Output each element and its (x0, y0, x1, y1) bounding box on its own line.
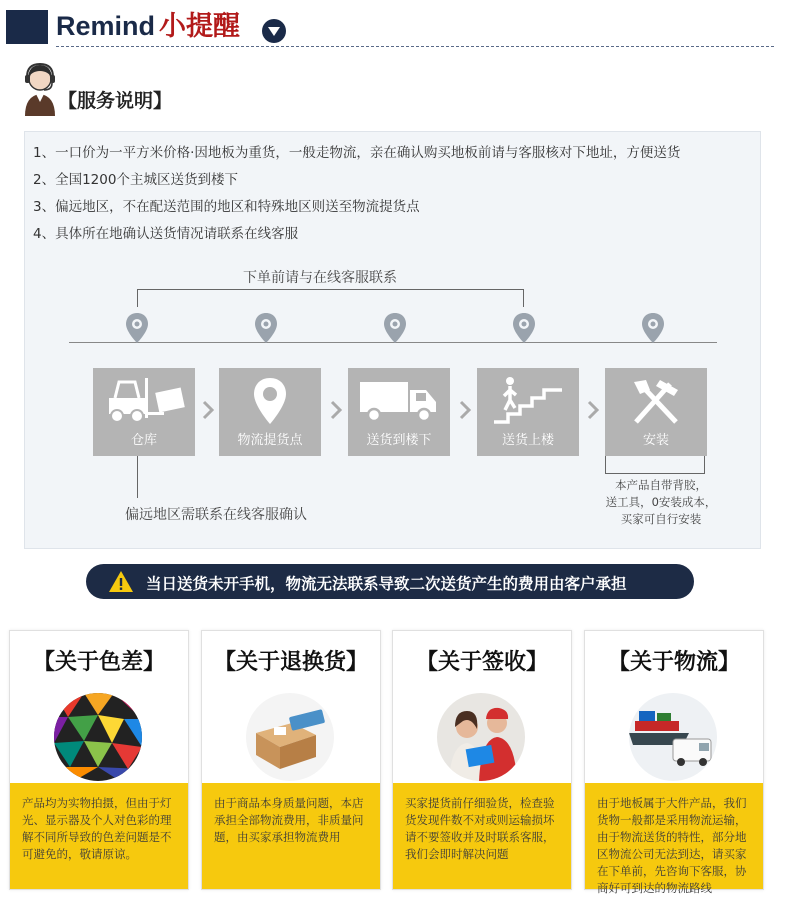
chevron-right-icon (329, 400, 343, 420)
chevron-right-icon (201, 400, 215, 420)
remote-bracket (137, 456, 138, 498)
service-list (33, 140, 680, 248)
step-install (605, 368, 707, 456)
step-label: 仓库 (130, 433, 157, 448)
truck-icon (356, 376, 442, 424)
card-title: 【关于物流】 (607, 650, 740, 675)
install-note (593, 477, 729, 528)
remote-note: 偏远地区需联系在线客服确认 (125, 507, 307, 523)
flow-top-bracket (137, 289, 524, 307)
card-title: 【关于退换货】 (213, 650, 368, 675)
install-note-line: 买家可自行安装 (620, 512, 702, 526)
card-color-difference (9, 630, 189, 890)
card-text: 由于商品本身质量问题，本店承担全部物流费用，非质量问题，由买家承担物流费用 (202, 783, 380, 889)
hammer-tools-icon (626, 376, 686, 426)
package-image (246, 693, 334, 781)
warning-icon (108, 570, 134, 593)
card-logistics (584, 630, 764, 895)
chevron-right-icon (586, 400, 600, 420)
stairs-climb-icon (490, 376, 566, 426)
service-item-4: 4、具体所在地确认送货情况请联系在线客服 (33, 226, 299, 242)
step-warehouse (93, 368, 195, 456)
header-block (6, 10, 48, 44)
header (0, 0, 789, 60)
service-title: 【服务说明】 (58, 90, 173, 112)
flow-top-note: 下单前请与在线客服联系 (243, 270, 397, 286)
header-title-cn: 小提醒 (159, 11, 241, 41)
logistics-image (629, 693, 717, 781)
card-text: 买家提货前仔细验货，检查验货发现件数不对或则运输损坏请不要签收并及时联系客服，我们会即时解决问题 (393, 783, 571, 889)
install-note-line: 本产品自带背胶， (615, 478, 707, 492)
customer-service-icon (22, 60, 58, 116)
map-pin-icon (512, 312, 536, 344)
warning-text: 当日送货未开手机，物流无法联系导致二次送货产生的费用由客户承担 (146, 575, 627, 593)
header-divider (56, 46, 774, 47)
card-sign-for (392, 630, 572, 890)
location-pin-icon (250, 376, 290, 426)
header-title-en: Remind (56, 11, 156, 41)
step-label: 送货上楼 (501, 433, 554, 448)
step-label: 安装 (642, 433, 669, 448)
service-item-1: 1、一口价为一平方米价格·因地板为重货，一般走物流，亲在确认购买地板前请与客服核对下地址，方便送货 (33, 145, 681, 161)
step-label: 送货到楼下 (366, 433, 432, 448)
warning-bar (86, 564, 694, 599)
color-mosaic-image (54, 693, 142, 781)
install-note-line: 送工具，0安装成本， (605, 495, 717, 509)
service-item-3: 3、偏远地区，不在配送范围的地区和特殊地区则送至物流提货点 (33, 199, 420, 215)
step-deliver-upstairs (477, 368, 579, 456)
step-deliver-downstairs (348, 368, 450, 456)
header-title (56, 8, 240, 44)
map-pin-icon (383, 312, 407, 344)
map-pin-icon (641, 312, 665, 344)
courier-image (437, 693, 525, 781)
card-returns (201, 630, 381, 890)
step-pickup-point (219, 368, 321, 456)
map-pin-icon (125, 312, 149, 344)
forklift-icon (101, 376, 187, 424)
map-pin-icon (254, 312, 278, 344)
card-title: 【关于色差】 (32, 650, 165, 675)
card-text: 产品均为实物拍摄，但由于灯光、显示器及个人对色彩的理解不同所导致的色差问题是不可避免的，敬请原谅。 (10, 783, 188, 889)
card-title: 【关于签收】 (415, 650, 548, 675)
chevron-down-icon (262, 19, 286, 43)
step-label: 物流提货点 (237, 433, 303, 448)
service-box (24, 131, 761, 549)
chevron-right-icon (458, 400, 472, 420)
install-bracket (605, 456, 705, 474)
card-text: 由于地板属于大件产品，我们货物一般都是采用物流运输，由于物流送货的特性，部分地区物流公司无法到达，请买家在下单前，先咨询下客服，协商好可到达的物流路线 (585, 783, 763, 889)
service-item-2: 2、全国1200个主城区送货到楼下 (33, 172, 238, 188)
